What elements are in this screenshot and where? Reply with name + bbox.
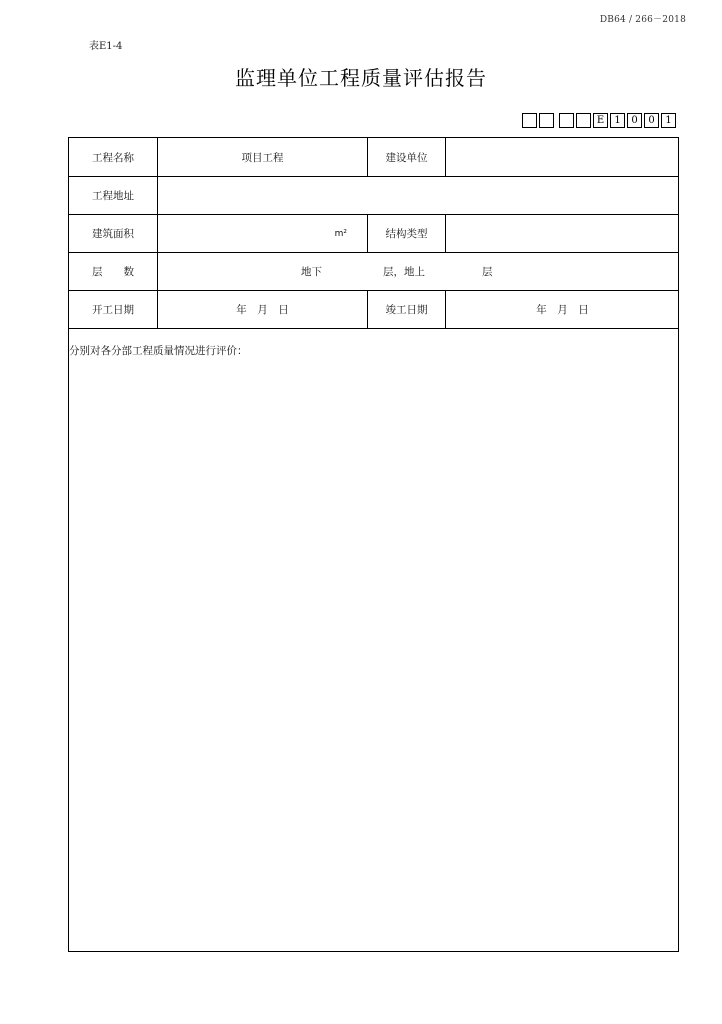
start-date-label: 开工日期 (92, 304, 134, 316)
evaluation-label: 分别对各分部工程质量情况进行评价： (69, 345, 248, 357)
floors-row (69, 253, 678, 291)
completion-date-value[interactable]: 年 月 日 (445, 291, 679, 328)
code-box[interactable]: 0 (627, 113, 642, 128)
structure-type-label: 结构类型 (367, 215, 445, 252)
floors-label: 层 数 (92, 266, 134, 278)
project-name-value[interactable]: 项目工程 (157, 138, 367, 176)
code-box[interactable]: 1 (610, 113, 625, 128)
evaluation-form (68, 137, 679, 952)
structure-type-value[interactable] (445, 215, 679, 252)
construction-unit-label: 建设单位 (367, 138, 445, 176)
code-box[interactable]: E (593, 113, 608, 128)
floors-end-label: 层 (482, 266, 493, 278)
completion-date-label: 竣工日期 (367, 291, 445, 328)
code-box[interactable] (522, 113, 537, 128)
project-address-row (69, 177, 678, 215)
code-box[interactable] (559, 113, 574, 128)
form-number: 表E1-4 (89, 41, 123, 52)
floors-value[interactable] (157, 253, 679, 290)
code-box[interactable] (576, 113, 591, 128)
document-code-boxes (522, 113, 676, 128)
construction-unit-value[interactable] (445, 138, 679, 176)
project-address-value[interactable] (157, 177, 679, 214)
underground-label: 地下 (301, 266, 322, 278)
page-title: 监理单位工程质量评估报告 (235, 66, 487, 90)
code-box[interactable] (539, 113, 554, 128)
dates-row (69, 291, 678, 329)
building-area-value[interactable] (157, 215, 367, 252)
standard-code: DB64 / 266－2018 (599, 15, 686, 25)
project-address-label: 工程地址 (92, 190, 134, 202)
building-area-row (69, 215, 678, 253)
code-box[interactable]: 1 (661, 113, 676, 128)
area-unit: m² (334, 228, 347, 239)
building-area-label: 建筑面积 (92, 228, 134, 240)
code-box[interactable]: 0 (644, 113, 659, 128)
project-name-label: 工程名称 (92, 151, 134, 164)
start-date-value[interactable]: 年 月 日 (157, 291, 367, 328)
project-name-row (69, 138, 678, 177)
evaluation-content-area[interactable] (69, 360, 678, 948)
above-ground-label: 层，地上 (383, 266, 425, 278)
